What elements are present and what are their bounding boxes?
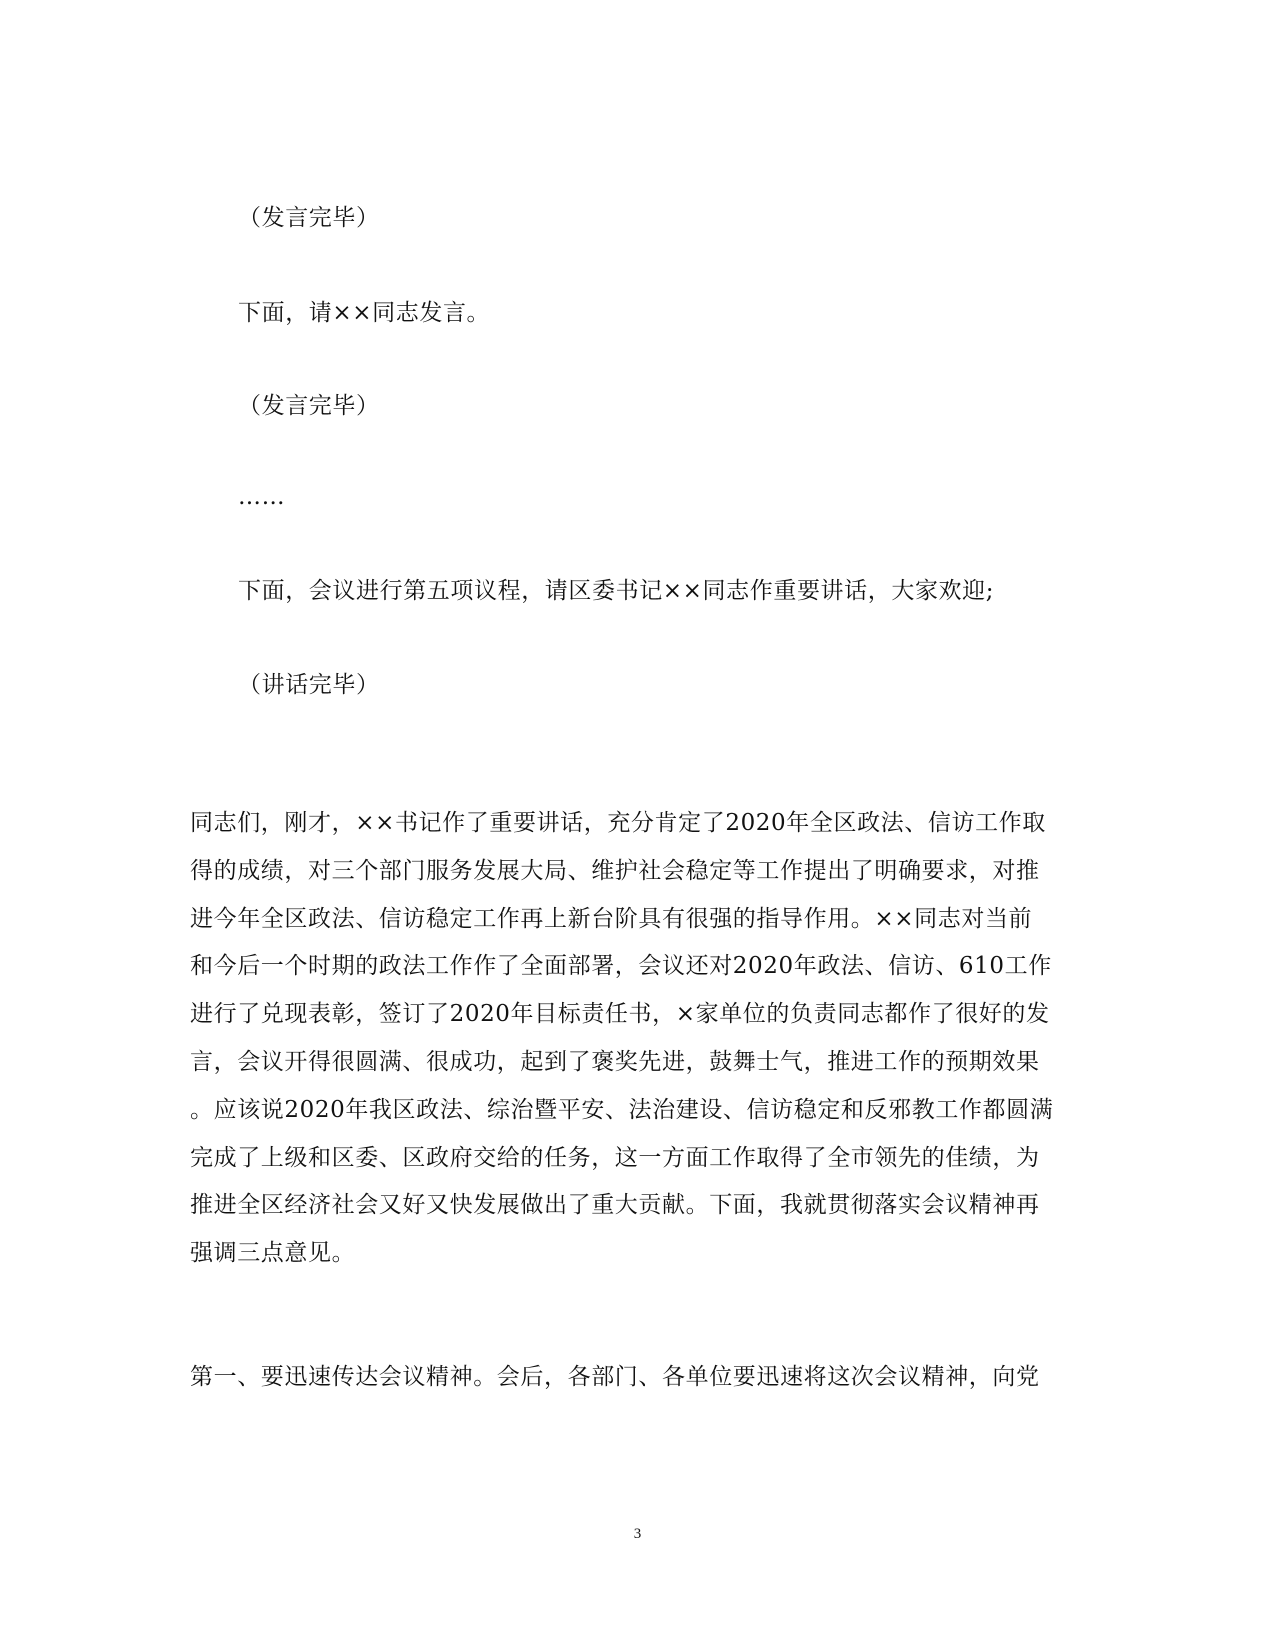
speech-ended-note: （发言完毕）: [238, 205, 380, 231]
paragraph-line: 推进全区经济社会又好又快发展做出了重大贡献。下面，我就贯彻落实会议精神再: [190, 1192, 1040, 1219]
talk-ended-note: （讲话完毕）: [238, 672, 380, 698]
first-point-paragraph: [190, 1362, 1090, 1410]
paragraph-line: 进今年全区政法、信访稳定工作再上新台阶具有很强的指导作用。××同志对当前: [190, 905, 1033, 932]
paragraph-line: 言，会议开得很圆满、很成功，起到了褒奖先进，鼓舞士气，推进工作的预期效果: [190, 1048, 1040, 1075]
paragraph-line: 得的成绩，对三个部门服务发展大局、维护社会稳定等工作提出了明确要求，对推: [190, 857, 1040, 884]
paragraph-line: 同志们，刚才，××书记作了重要讲话，充分肯定了2020年全区政法、信访工作取: [190, 810, 1046, 836]
page-number: 3: [633, 1526, 642, 1542]
paragraph-line: 进行了兑现表彰，签订了2020年目标责任书，×家单位的负责同志都作了很好的发: [190, 1001, 1050, 1028]
paragraph-line: 完成了上级和区委、区政府交给的任务，这一方面工作取得了全市领先的佳绩，为: [190, 1144, 1040, 1171]
paragraph-line: 第一、要迅速传达会议精神。会后，各部门、各单位要迅速将这次会议精神，向党: [190, 1364, 1040, 1390]
ellipsis-line: ……: [238, 484, 286, 510]
speech-ended-note: （发言完毕）: [238, 393, 380, 419]
paragraph-line: 强调三点意见。: [190, 1240, 356, 1267]
summary-paragraph: [190, 808, 1090, 1286]
paragraph-line: 。应该说2020年我区政法、综治暨平安、法治建设、信访稳定和反邪教工作都圆满: [190, 1096, 1054, 1123]
paragraph-line: 和今后一个时期的政法工作作了全面部署，会议还对2020年政法、信访、610工作: [190, 953, 1052, 980]
next-speaker-line: 下面，请××同志发言。: [238, 300, 491, 326]
agenda-item-line: 下面，会议进行第五项议程，请区委书记××同志作重要讲话，大家欢迎;: [238, 578, 995, 604]
